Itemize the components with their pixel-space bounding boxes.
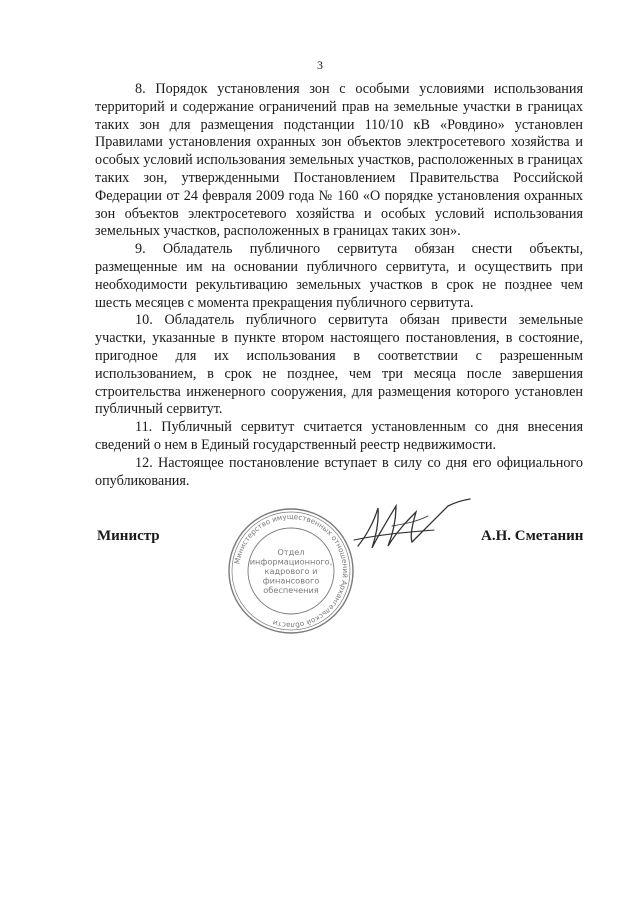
paragraph-10: 10. Обладатель публичного сервитута обязан привести земельные участки, указанные в пункте втором настоящего постановления, в состояние, пригодное для их использования в соответствии с разрешенным использованием, в срок не позднее, чем три месяца после завершения строительства инженерного сооружения, для размещения которого установлен публичный сервитут. xyxy=(95,312,583,418)
paragraph-11: 11. Публичный сервитут считается установленным со дня внесения сведений о нем в Единый государственный реестр недвижимости. xyxy=(95,419,583,453)
svg-text:кадрового и: кадрового и xyxy=(264,566,318,576)
paragraph-9: 9. Обладатель публичного сервитута обязан снести объекты, размещенные им на основании публичного сервитута, и осуществить при необходимости рекультивацию земельных участков в срок не позднее чем шесть месяцев с момента прекращения публичного сервитута. xyxy=(95,241,583,311)
paragraph-8: 8. Порядок установления зон с особыми условиями использования территорий и содержание ограничений прав на земельные участки в границах таких зон для размещения подстанции 110/10 кВ «Ровдино» установлен Правилами установления охранных зон объектов электросетевого хозяйства и особых условий использования земельных участков, расположенных в границах таких зон, утвержденными Постановлением Правительства Российской Федерации от 24 февраля 2009 года № 160 «О порядке установления охранных зон объектов электросетевого хозяйства и особых условий использования земельных участков, расположенных в границах таких зон». xyxy=(95,81,583,240)
handwritten-signature xyxy=(352,496,472,560)
signatory-name: А.Н. Сметанин xyxy=(481,528,584,544)
page-number: 3 xyxy=(317,58,323,72)
official-seal-stamp xyxy=(226,506,356,636)
svg-text:финансового: финансового xyxy=(262,575,320,586)
svg-text:обеспечения: обеспечения xyxy=(263,585,319,595)
svg-text:Отдел: Отдел xyxy=(277,547,305,557)
paragraph-12: 12. Настоящее постановление вступает в силу со дня его официального опубликования. xyxy=(95,454,583,489)
svg-text:Министерство имущественных отн: Министерство имущественных отношений Архангельской области xyxy=(232,511,351,631)
svg-text:информационного,: информационного, xyxy=(249,556,333,567)
signatory-title: Министр xyxy=(97,528,160,544)
document-body xyxy=(95,81,583,490)
